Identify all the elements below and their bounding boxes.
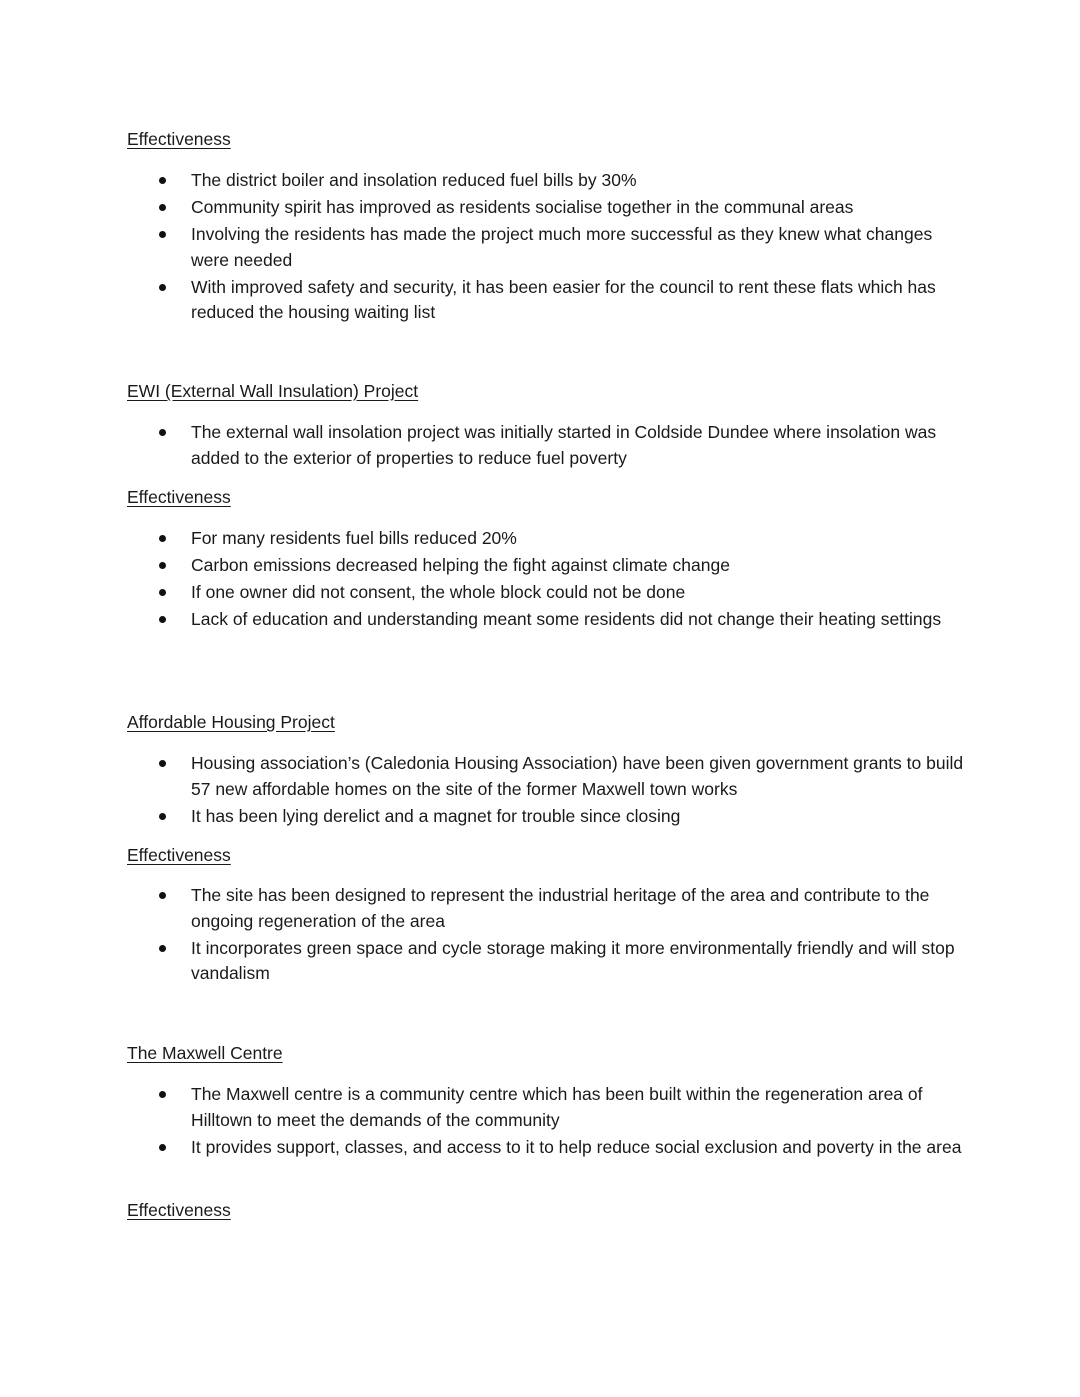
bullet-icon <box>159 177 166 184</box>
section-heading-effectiveness: Effectiveness <box>127 487 231 507</box>
bullet-list <box>0 168 1080 327</box>
bullet-icon <box>159 892 166 899</box>
bullet-list <box>0 420 1080 473</box>
bullet-icon <box>159 231 166 238</box>
bullet-icon <box>159 562 166 569</box>
bullet-icon <box>159 589 166 596</box>
bullet-icon <box>159 945 166 952</box>
bullet-list <box>0 883 1080 988</box>
bullet-list <box>0 1082 1080 1162</box>
list-item <box>0 195 1080 221</box>
section-heading-effectiveness: Effectiveness <box>127 845 231 865</box>
list-item-text: The site has been designed to represent the industrial heritage of the area and contribute to the ongoing regeneration of the area <box>191 885 930 931</box>
bullet-icon <box>159 616 166 623</box>
list-item-text: For many residents fuel bills reduced 20% <box>191 528 517 548</box>
bullet-icon <box>159 204 166 211</box>
bullet-icon <box>159 429 166 436</box>
list-item <box>0 580 1080 606</box>
list-item-text: It provides support, classes, and access to it to help reduce social exclusion and poverty in the area <box>191 1136 962 1157</box>
list-item-text: The Maxwell centre is a community centre which has been built within the regeneration area of Hilltown to meet the demands of the community <box>191 1084 923 1130</box>
bullet-icon <box>159 1091 166 1098</box>
list-item-text: Community spirit has improved as residents socialise together in the communal areas <box>191 197 854 217</box>
bullet-icon <box>159 813 166 820</box>
list-item-text: Lack of education and understanding meant some residents did not change their heating settings <box>191 609 942 629</box>
bullet-icon <box>159 535 166 542</box>
bullet-list <box>0 526 1080 634</box>
list-item <box>0 804 1080 830</box>
bullet-icon <box>159 284 166 291</box>
bullet-list <box>0 751 1080 831</box>
list-item <box>0 936 1080 987</box>
section-heading-effectiveness: Effectiveness <box>127 1200 231 1220</box>
list-item <box>0 275 1080 326</box>
list-item-text: It incorporates green space and cycle storage making it more environmentally friendly and will stop vandalism <box>191 937 955 983</box>
list-item-text: The district boiler and insolation reduced fuel bills by 30% <box>191 170 637 190</box>
list-item-text: Carbon emissions decreased helping the fight against climate change <box>191 555 730 575</box>
list-item <box>0 168 1080 194</box>
section-heading-affordable-housing-project: Affordable Housing Project <box>127 712 335 732</box>
list-item-text: With improved safety and security, it has been easier for the council to rent these flats which has reduced the housing waiting list <box>191 276 936 322</box>
section-heading-maxwell-centre: The Maxwell Centre <box>127 1043 283 1063</box>
list-item-text: The external wall insolation project was initially started in Coldside Dundee where insolation was added to the exterior of properties to reduce fuel poverty <box>191 422 937 468</box>
list-item <box>0 526 1080 552</box>
list-item-text: Housing association’s (Caledonia Housing Association) have been given government grants to build 57 new affordable homes on the site of the former Maxwell town works <box>191 753 964 799</box>
list-item <box>0 1082 1080 1133</box>
list-item <box>0 607 1080 633</box>
list-item-text: It has been lying derelict and a magnet for trouble since closing <box>191 805 681 826</box>
list-item <box>0 883 1080 934</box>
list-item <box>0 1135 1080 1161</box>
list-item <box>0 420 1080 471</box>
list-item-text: If one owner did not consent, the whole block could not be done <box>191 582 686 602</box>
list-item <box>0 222 1080 273</box>
section-heading-effectiveness: Effectiveness <box>127 129 231 149</box>
bullet-icon <box>159 1144 166 1151</box>
list-item <box>0 751 1080 802</box>
list-item <box>0 553 1080 579</box>
bullet-icon <box>159 760 166 767</box>
list-item-text: Involving the residents has made the project much more successful as they knew what changes were needed <box>191 224 933 270</box>
section-heading-ewi-project: EWI (External Wall Insulation) Project <box>127 381 419 401</box>
